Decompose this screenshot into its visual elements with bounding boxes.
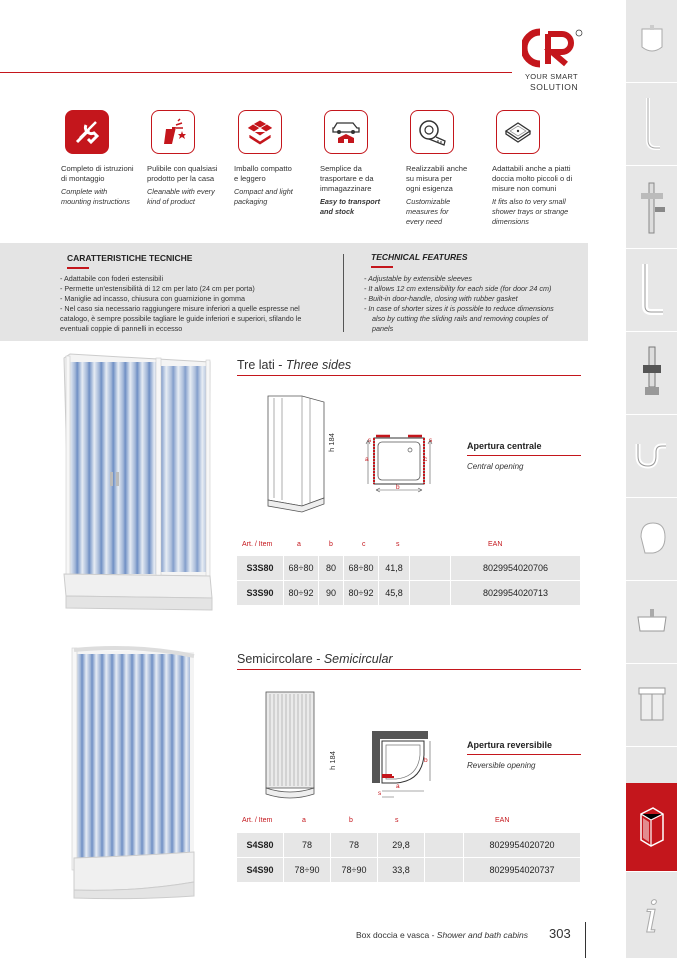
three-sides-spec-table	[236, 555, 581, 606]
cleaning-spray-icon	[151, 110, 195, 154]
tools-icon	[65, 110, 109, 154]
table2-header-item: Art. / Item	[242, 817, 273, 824]
cistern-icon	[636, 23, 668, 59]
tech-list-en: - Adjustable by extensible sleeves - It allows 12 cm extensibility for each side (for door 24 cm) - Built-in door-handle, closing with rubber gasket - In case of shorter sizes it is possible to reduce dimensions also by cutting the sliding rails and removing couples of panels	[364, 274, 554, 333]
sidebar-item-shower-cabin[interactable]	[626, 783, 677, 872]
feature-shower-tray: Adattabili anche a piatti doccia molto piccoli o di misure non comuni It fits also to very small shower trays or strange dimensions	[492, 110, 574, 227]
semicircular-cabin-photo	[66, 646, 196, 900]
three-sides-cabin-photo	[58, 352, 214, 614]
shower-tray-icon	[496, 110, 540, 154]
three-sides-plan-diagram	[362, 428, 438, 498]
trap-icon	[634, 436, 670, 476]
table2-header-ean: EAN	[495, 817, 510, 824]
info-icon: i	[644, 891, 659, 943]
three-sides-opening-en: Central opening	[467, 462, 524, 471]
tagline-line2: SOLUTION	[530, 82, 579, 92]
sidebar-item-valve[interactable]	[626, 166, 677, 249]
tagline-line1: YOUR SMART	[525, 72, 578, 81]
section-three-sides-rule	[237, 375, 581, 376]
siphon-icon	[635, 343, 669, 403]
shower-cabin-icon	[637, 806, 667, 848]
feature-custom: Realizzabili anche su misura per ogni esigenza Customizable measures for every need	[406, 110, 488, 227]
semicircular-opening-en: Reversible opening	[467, 761, 536, 770]
table1-header-s: s	[396, 541, 400, 548]
feature-transport: Semplice da trasportare e da immagazzinare Easy to transport and stock	[320, 110, 402, 217]
tech-title-en: TECHNICAL FEATURES	[371, 252, 468, 262]
valve-icon	[635, 177, 669, 237]
tape-measure-icon	[410, 110, 454, 154]
table1-header-item: Art. / Item	[242, 541, 273, 548]
semicircular-opening-rule	[467, 754, 581, 755]
footer-caption: Box doccia e vasca - Shower and bath cabins	[356, 930, 528, 940]
sidebar-item-info[interactable]	[626, 876, 677, 958]
table1-header-c: c	[362, 541, 366, 548]
table2-header-b: b	[349, 817, 353, 824]
three-sides-dim-s-left: s	[368, 437, 372, 444]
sidebar-item-trap[interactable]	[626, 415, 677, 498]
tech-title-it: CARATTERISTICHE TECNICHE	[67, 253, 193, 263]
three-sides-dim-c: c	[424, 456, 428, 463]
three-sides-drawing	[262, 390, 332, 514]
flush-pipe-icon	[640, 94, 664, 154]
three-sides-opening-rule	[467, 455, 581, 456]
sidebar-item-bend-pipe[interactable]	[626, 249, 677, 332]
sidebar-item-cistern[interactable]	[626, 0, 677, 83]
semicircular-height-label: h 184	[327, 751, 337, 770]
sidebar-item-siphon[interactable]	[626, 332, 677, 415]
header-rule	[0, 72, 512, 73]
table1-header-b: b	[329, 541, 333, 548]
three-sides-dim-s-right: s	[429, 437, 433, 444]
sidebar-item-toilet-seat[interactable]	[626, 498, 677, 581]
section-semicircular-rule	[237, 669, 581, 670]
tech-list-it: - Adattabile con foderi estensibili - Permette un'estensibilità di 12 cm per lato (24 cm per porta) - Maniglie ad incasso, chiusura con guarnizione in gomma - Nel caso sia necessario raggiungere misure inferiori a quelle espresse nel catalogo, è sempre possibile tagliare le guide inferiori e superiori, sfilando le eventuali coppie di pannelli in eccesso	[60, 274, 302, 333]
cabinet-icon	[635, 682, 669, 728]
table2-header-s: s	[395, 817, 399, 824]
semicircular-dim-a: a	[396, 783, 400, 790]
category-sidebar	[626, 0, 677, 958]
table1-header-ean: EAN	[488, 541, 503, 548]
sidebar-item-cabinet[interactable]	[626, 664, 677, 747]
section-three-sides-title: Tre lati - Three sides	[237, 358, 352, 372]
semicircular-spec-table	[236, 832, 581, 883]
table-row: S3S90 80÷92 90 80÷92 45,8 8029954020713	[237, 581, 581, 606]
page-number: 303	[549, 926, 571, 941]
semicircular-dim-b: b	[424, 757, 428, 764]
three-sides-dim-a: a	[365, 456, 369, 463]
table-row: S4S80 78 78 29,8 8029954020720	[237, 833, 581, 858]
semicircular-dim-s: s	[378, 790, 382, 797]
washbasin-icon	[634, 605, 670, 639]
feature-instructions: Completo di istruzioni di montaggio Complete with mounting instructions	[61, 110, 143, 207]
footer-divider	[585, 922, 586, 958]
tech-separator	[343, 254, 344, 332]
technical-features-band	[0, 243, 588, 341]
table-row: S3S80 68÷80 80 68÷80 41,8 8029954020706	[237, 556, 581, 581]
feature-cleanable: Pulibile con qualsiasi prodotto per la casa Cleanable with every kind of product	[147, 110, 229, 207]
bend-pipe-icon	[637, 260, 667, 320]
sidebar-item-flush-pipe[interactable]	[626, 83, 677, 166]
three-sides-dim-b: b	[396, 484, 400, 491]
toilet-seat-icon	[635, 519, 669, 559]
boxes-icon	[238, 110, 282, 154]
car-house-icon	[324, 110, 368, 154]
table2-header-a: a	[302, 817, 306, 824]
sidebar-item-washbasin[interactable]	[626, 581, 677, 664]
three-sides-height-label: h 184	[326, 433, 336, 452]
table-row: S4S90 78÷90 78÷90 33,8 8029954020737	[237, 858, 581, 883]
semicircular-opening-it: Apertura reversibile	[467, 740, 553, 750]
section-semicircular-title: Semicircolare - Semicircular	[237, 652, 393, 666]
feature-packaging: Imballo compatto e leggero Compact and light packaging	[234, 110, 316, 207]
three-sides-opening-it: Apertura centrale	[467, 441, 542, 451]
table1-header-a: a	[297, 541, 301, 548]
cr-logo	[522, 28, 584, 68]
semicircular-drawing	[258, 686, 328, 802]
